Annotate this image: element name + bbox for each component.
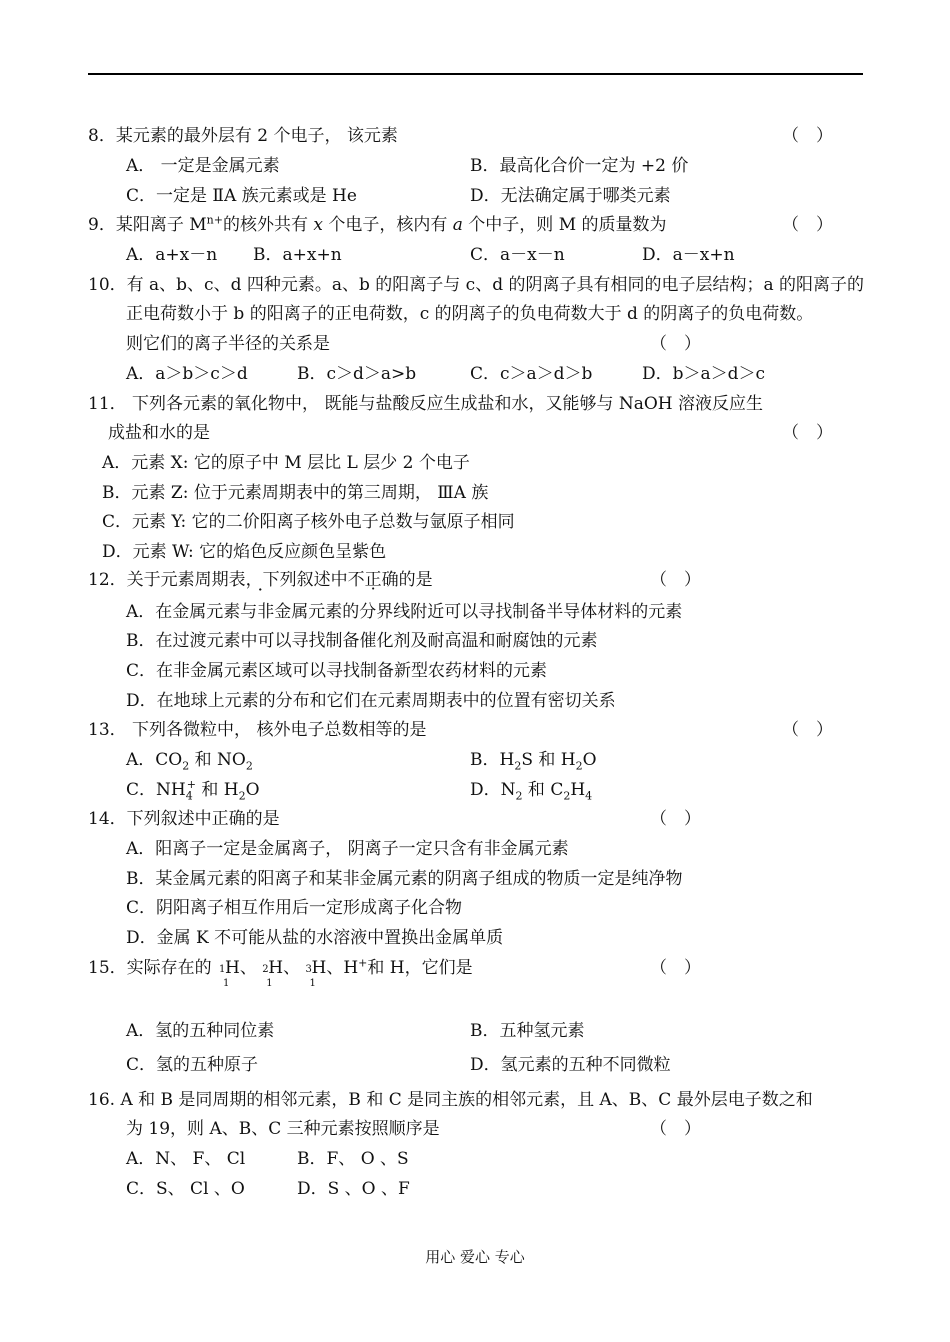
q8-option-c: C．一定是 ⅡA 族元素或是 He — [126, 186, 357, 206]
q13-option-d: D．$N_2$ 和 $C_2H_4$ — [470, 780, 593, 803]
q8-option-d: D．无法确定属于哪类元素 — [470, 186, 671, 206]
q12-stem: 12．关于元素周期表，下列叙述中 ·不正确的是 · — [88, 569, 433, 591]
q13-option-c: C．$NH_4^+$ 和 $H_2O$ — [126, 778, 260, 803]
q10-option-a: A．a＞b＞c＞d — [126, 364, 248, 384]
q11-answer-blank: （ ） — [782, 423, 833, 443]
q8-option-b: B．最高化合价一定为 +2 价 — [470, 156, 689, 176]
q14-answer-blank: （ ） — [650, 809, 701, 829]
q10-stem-line1: 10．有 a、b、c、d 四种元素。a、b 的阳离子与 c、d 的阴离子具有相同的电子层结构；a 的阳离子的 — [88, 275, 865, 295]
q16-option-b: B．F、 O 、S — [297, 1149, 409, 1169]
q14-stem: 14．下列叙述中正确的是 — [88, 809, 280, 829]
q9-option-d: D．a－x+n — [642, 245, 735, 265]
isotope-h2: 2 1 H、 — [262, 958, 301, 989]
q16-stem-line2: 为 19，则 A、B、C 三种元素按照顺序是 — [126, 1119, 440, 1139]
q13-option-a: A．$CO_2$ 和 $NO_2$ — [126, 750, 253, 773]
q15-answer-blank: （ ） — [650, 958, 701, 978]
q8-stem: 8．某元素的最外层有 2 个电子， 该元素 — [88, 126, 398, 146]
q16-answer-blank: （ ） — [650, 1119, 701, 1139]
q15-option-d: D．氢元素的五种不同微粒 — [470, 1055, 671, 1075]
q12-option-b: B．在过渡元素中可以寻找制备催化剂及耐高温和耐腐蚀的元素 — [126, 631, 598, 651]
q15-option-c: C．氢的五种原子 — [126, 1055, 259, 1075]
q15-option-b: B．五种氢元素 — [470, 1021, 585, 1041]
q15-option-a: A．氢的五种同位素 — [126, 1021, 275, 1041]
q11-option-a: A．元素 X: 它的原子中 M 层比 L 层少 2 个电子 — [102, 453, 470, 473]
q8-option-a: A． 一定是金属元素 — [126, 156, 280, 176]
q16-stem-line1: 16. A 和 B 是同周期的相邻元素，B 和 C 是同主族的相邻元素，且 A、B、C 最外层电子数之和 — [88, 1090, 813, 1110]
q9-option-b: B．a+x+n — [253, 245, 342, 265]
q12-option-a: A．在金属元素与非金属元素的分界线附近可以寻找制备半导体材料的元素 — [126, 602, 683, 622]
q12-answer-blank: （ ） — [650, 570, 701, 590]
q9-stem: 9．某阳离子 $M^{n+}$的核外共有 x 个电子，核内有 a 个中子，则 M 的质量数为 — [88, 213, 667, 235]
q12-option-d: D．在地球上元素的分布和它们在元素周期表中的位置有密切关系 — [126, 691, 616, 711]
q10-answer-blank: （ ） — [650, 334, 701, 354]
q9-answer-blank: （ ） — [782, 215, 833, 235]
q11-stem-line1: 11． 下列各元素的氧化物中， 既能与盐酸反应生成盐和水，又能够与 NaOH 溶液反应生 — [88, 394, 764, 414]
q10-stem-line2: 正电荷数小于 b 的阳离子的正电荷数，c 的阴离子的负电荷数大于 d 的阴离子的负电荷数。 — [126, 304, 814, 324]
q10-option-b: B．c＞d＞a>b — [297, 364, 417, 384]
q14-option-a: A．阳离子一定是金属离子， 阴离子一定只含有非金属元素 — [126, 839, 569, 859]
q13-answer-blank: （ ） — [782, 720, 833, 740]
q14-option-d: D．金属 K 不可能从盐的水溶液中置换出金属单质 — [126, 928, 504, 948]
q9-option-c: C．a－x－n — [470, 245, 565, 265]
q10-option-d: D．b＞a＞d＞c — [642, 364, 766, 384]
q11-option-d: D．元素 W: 它的焰色反应颜色呈紫色 — [102, 542, 387, 562]
isotope-h3: 3 1 H、H — [305, 958, 359, 989]
q9-option-a: A．a+x－n — [126, 245, 218, 265]
q14-option-b: B．某金属元素的阳离子和某非金属元素的阴离子组成的物质一定是纯净物 — [126, 869, 683, 889]
q11-option-b: B．元素 Z: 位于元素周期表中的第三周期， ⅢA 族 — [102, 483, 489, 503]
q11-option-c: C．元素 Y: 它的二价阳离子核外电子总数与氩原子相同 — [102, 512, 515, 532]
q8-answer-blank: （ ） — [782, 126, 833, 146]
q14-option-c: C．阴阳离子相互作用后一定形成离子化合物 — [126, 898, 463, 918]
q10-option-c: C．c＞a＞d＞b — [470, 364, 593, 384]
q16-option-d: D．S 、O 、F — [297, 1179, 410, 1199]
q12-option-c: C．在非金属元素区域可以寻找制备新型农药材料的元素 — [126, 661, 548, 681]
isotope-h1: 1 1 H、 — [219, 958, 257, 989]
q10-stem-line3: 则它们的离子半径的关系是 — [126, 334, 330, 354]
q13-stem: 13． 下列各微粒中， 核外电子总数相等的是 — [88, 720, 427, 740]
emphasis-dotted-text: 不正确 — [347, 570, 399, 590]
page-footer: 用心 爱心 专心 — [425, 1248, 525, 1266]
header-rule — [88, 73, 863, 75]
q16-option-a: A．N、 F、 Cl — [126, 1149, 246, 1169]
q13-option-b: B．$H_2S$ 和 $H_2O$ — [470, 750, 597, 773]
q15-stem: 15．实际存在的 1 1 H、 2 1 H、 3 1 H、H+和 H，它们是 — [88, 956, 473, 989]
q16-option-c: C．S、 Cl 、O — [126, 1179, 245, 1199]
q11-stem-line2: 成盐和水的是 — [108, 423, 210, 443]
